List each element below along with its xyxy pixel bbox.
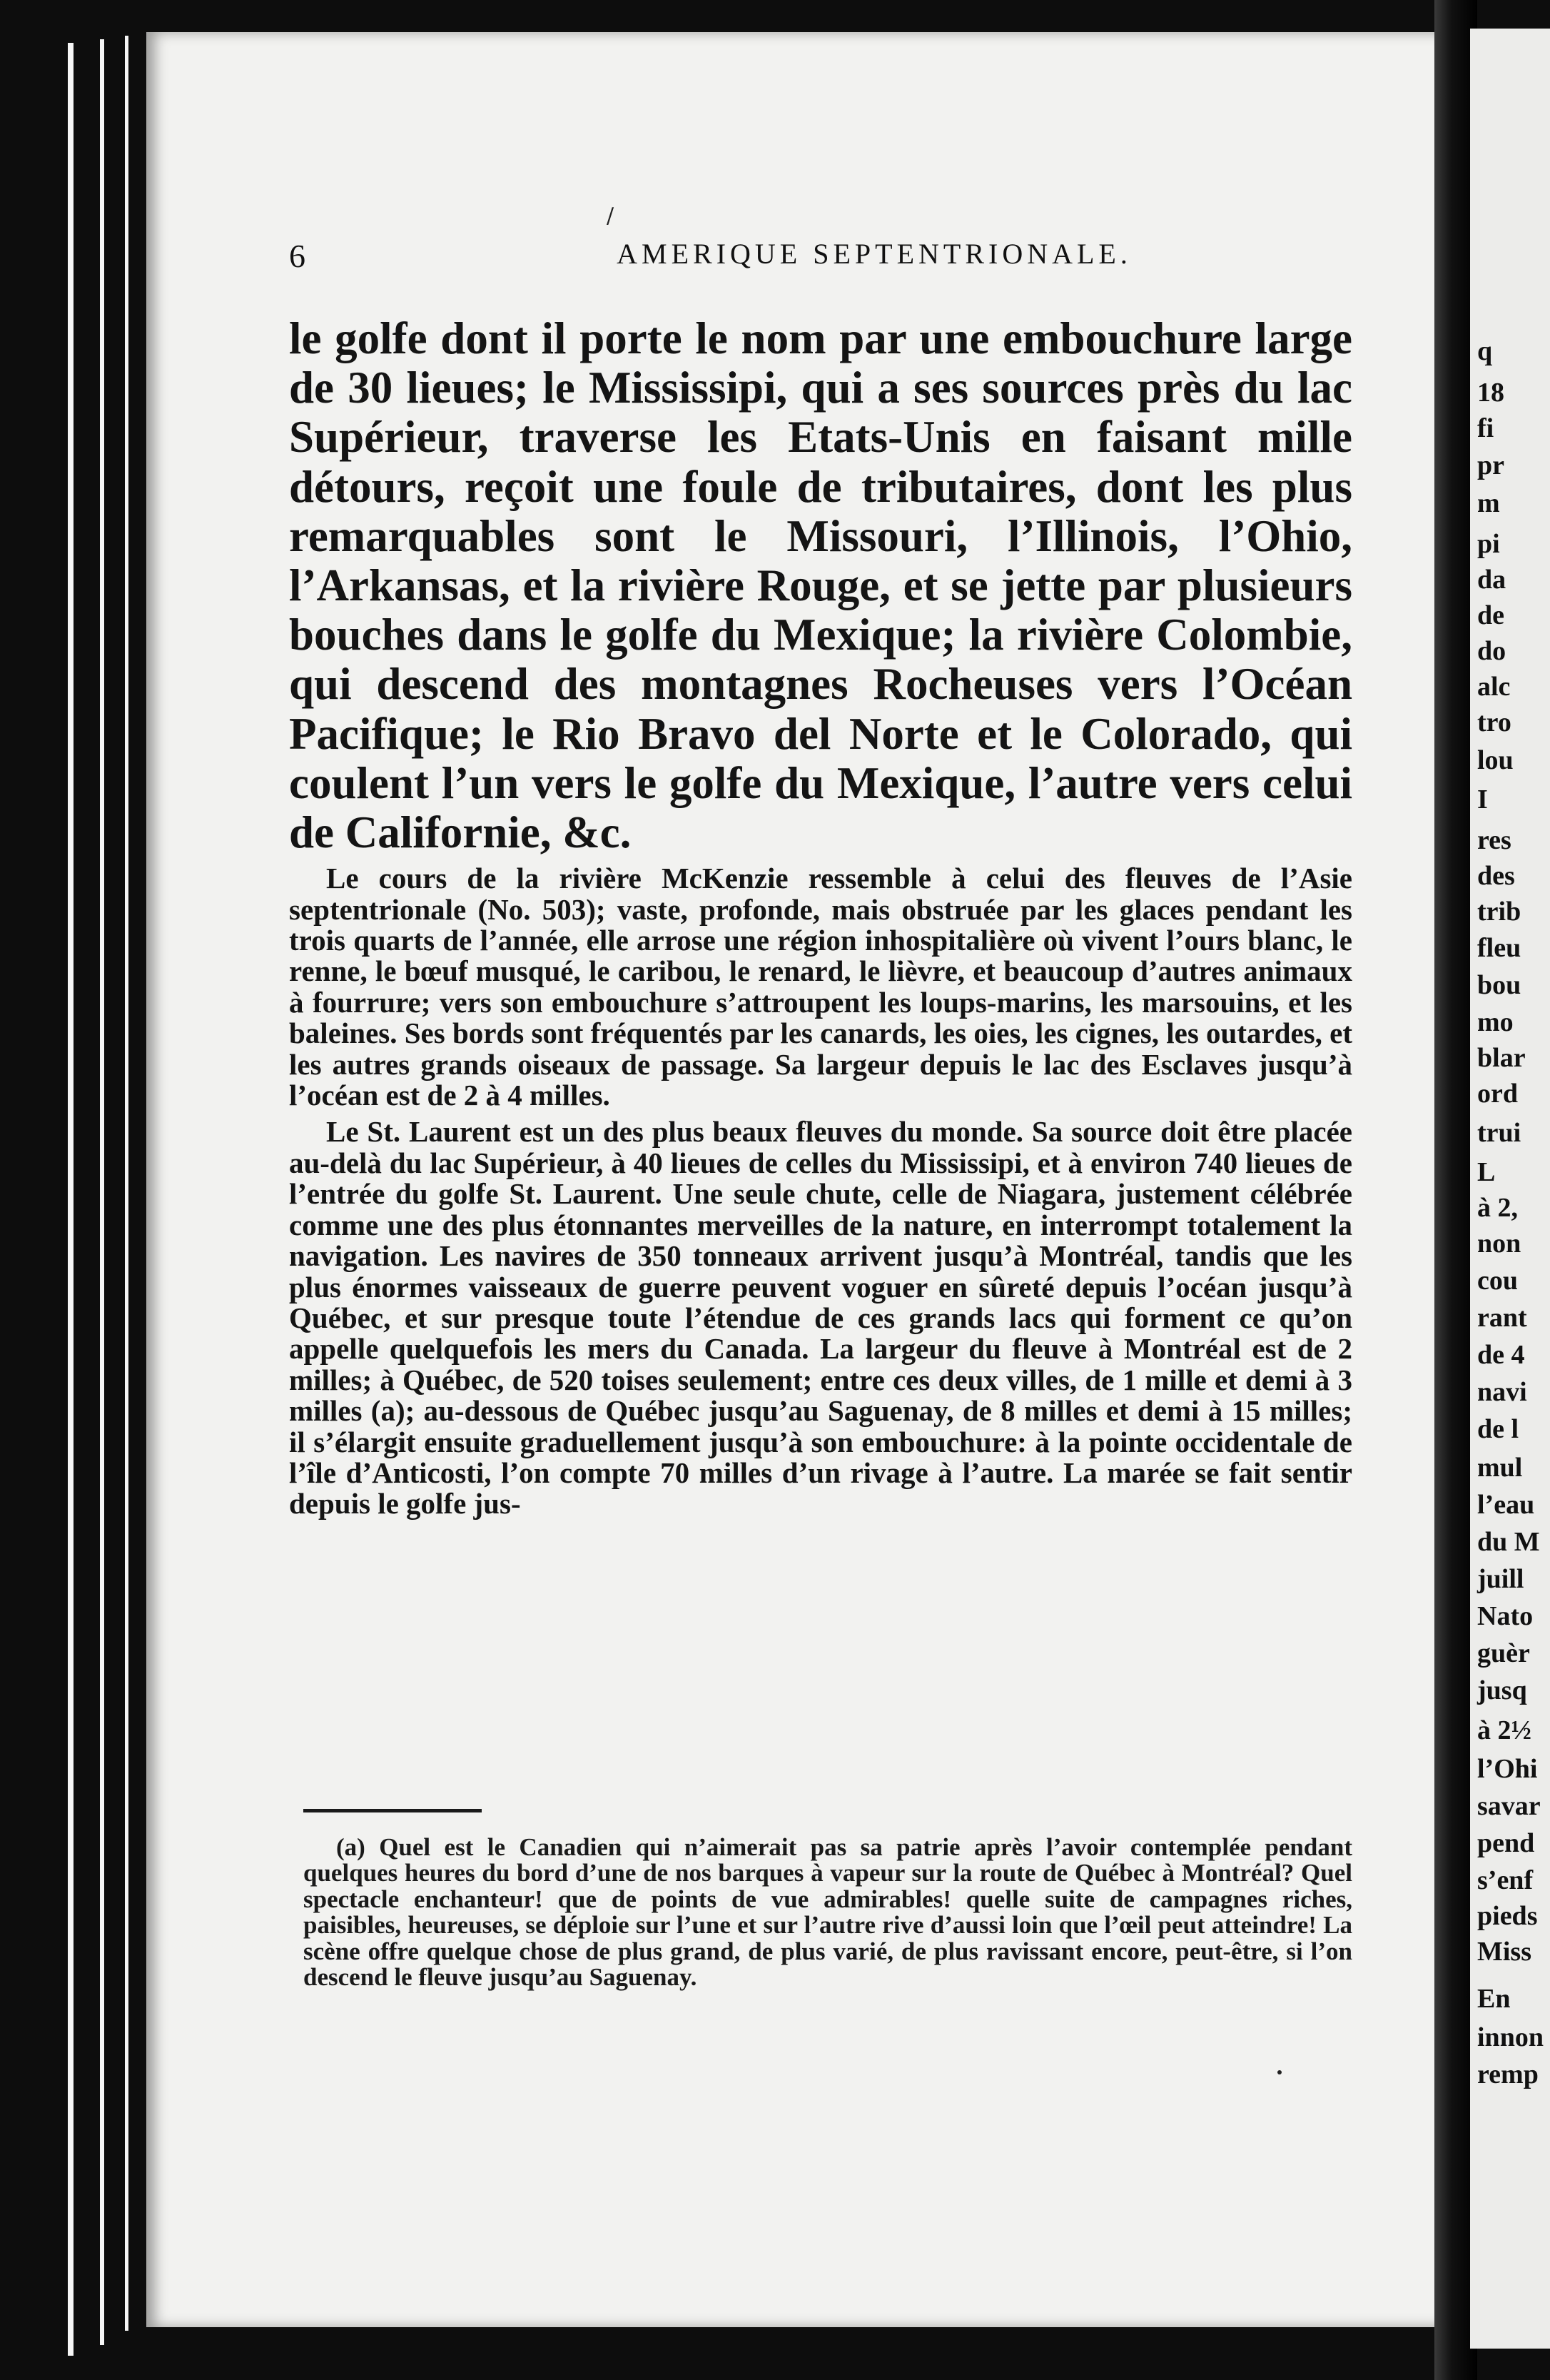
paragraph-st-laurent: Le St. Laurent est un des plus beaux fleuves du monde. Sa source doit être placée au-delà du lac Supérieur, à 40 lieues de celles du Mississipi, et à environ 740 lieues de l’entrée du golfe St. Laurent. Une seule chute, celle de Niagara, justement célébrée comme une des plus étonnantes merveilles de la nature, en interrompt totalement la navigation. Les navires de 350 tonneaux arrivent jusqu’à Montréal, tandis que les plus énormes vaisseaux de guerre peuvent voguer en sûreté depuis l’océan jusqu’à Québec, et sur presque toute l’étendue de ces grands lacs qui forment ce qu’on appelle quelquefois les mers du Canada. La largeur du fleuve à Montréal est de 2 milles; à Québec, de 520 toises seulement; entre ces deux villes, de 1 mille et demi à 3 milles (a); au-dessous de Québec jusqu’au Saguenay, de 8 milles et demi à 15 milles; il s’élargit ensuite graduellement jusqu’à son embouchure: à la pointe occidentale de l’île d’Anticosti, l’on compte 70 milles d’un rivage à l’autre. La marée se fait sentir depuis le golfe jus- (289, 1115, 1352, 1521)
facing-page-fragment: Nato (1477, 1601, 1534, 1631)
facing-page-fragment: En (1477, 1984, 1511, 2014)
facing-page-fragment: s’enf (1477, 1865, 1534, 1895)
facing-page-fragment: lou (1477, 745, 1514, 775)
facing-page-fragment: trui (1477, 1118, 1521, 1148)
facing-page-fragment: de l (1477, 1414, 1519, 1444)
facing-page-fragment: navi (1477, 1377, 1527, 1407)
facing-page-fragment: pend (1477, 1828, 1535, 1858)
facing-page-fragment: do (1477, 636, 1506, 666)
facing-page-fragment: tro (1477, 707, 1511, 737)
facing-page-fragment: ord (1477, 1079, 1518, 1109)
page-stack-edge (68, 43, 74, 2356)
facing-page-fragment: jusq (1477, 1675, 1527, 1705)
facing-page-fragment: à 2½ (1477, 1715, 1531, 1745)
facing-page-fragment: bou (1477, 970, 1521, 1000)
facing-page-fragment: I (1477, 785, 1488, 815)
footnote: (a) Quel est le Canadien qui n’aimerait pas sa patrie après l’avoir contemplée pendant quelques heures du bord d’une de nos barques à vapeur sur la route de Québec à Montréal? Quel spectacle enchanteur! que de points de vue admirables! quelle suite de campagnes riches, paisibles, heureuses, se déploie sur l’une et sur l’autre rive d’aussi loin que l’œil peut atteindre! La scène offre quelque chose de plus grand, de plus varié, de plus ravissant encore, peut-être, si l’on descend le fleuve jusqu’au Saguenay. (303, 1833, 1352, 1992)
page-number: 6 (289, 238, 305, 274)
facing-page-fragment: pieds (1477, 1901, 1538, 1931)
facing-page-fragment: mo (1477, 1007, 1514, 1037)
facing-page-fragment: fi (1477, 413, 1494, 443)
ink-speck (1277, 2070, 1282, 2074)
facing-page-fragment: res (1477, 825, 1511, 855)
facing-page (1470, 29, 1550, 2349)
facing-page-fragment: alc (1477, 672, 1511, 702)
facing-page-fragment: blar (1477, 1043, 1526, 1073)
facing-page-fragment: trib (1477, 897, 1521, 927)
facing-page-fragment: de 4 (1477, 1340, 1525, 1370)
facing-page-fragment: savar (1477, 1791, 1541, 1821)
paragraph-rivers: le golfe dont il porte le nom par une embouchure large de 30 lieues; le Mississipi, qui a ses sources près du lac Supérieur, traverse les Etats-Unis en faisant mille détours, reçoit une foule de tributaires, dont les plus remarquables sont le Missouri, l’Illinois, l’Ohio, l’Arkansas, et la rivière Rouge, et se jette par plusieurs bouches dans le golfe du Mexique; la rivière Colombie, qui descend des montagnes Rocheuses vers l’Océan Pacifique; le Rio Bravo del Norte et le Colorado, qui coulent l’un vers le golfe du Mexique, l’autre vers celui de Californie, &c. (289, 313, 1352, 858)
facing-page-fragment: m (1477, 488, 1500, 518)
facing-page-fragment: innon (1477, 2022, 1544, 2052)
body-text (289, 314, 1352, 1520)
facing-page-fragment: pi (1477, 529, 1500, 559)
paragraph-mckenzie: Le cours de la rivière McKenzie ressemble à celui des fleuves de l’Asie septentrionale (No. 503); vaste, profonde, mais obstruée par les glaces pendant les trois quarts de l’année, elle arrose une région inhospitalière où vivent l’ours blanc, le renne, le bœuf musqué, le caribou, le renard, le lièvre, et beaucoup d’autres animaux à fourrure; vers son embouchure s’attroupent les loups-marins, les marsouins, et les baleines. Ses bords sont fréquentés par les canards, les oies, les cignes, les outardes, et les autres grands oiseaux de passage. Sa largeur depuis le lac des Esclaves jusqu’à l’océan est de 2 à 4 milles. (289, 862, 1353, 1112)
stray-mark: / (607, 203, 614, 228)
facing-page-fragment: rant (1477, 1303, 1527, 1333)
facing-page-fragment: du M (1477, 1527, 1540, 1557)
facing-page-fragment: pr (1477, 450, 1504, 480)
facing-page-fragment: cou (1477, 1266, 1518, 1296)
facing-page-fragment: juill (1477, 1564, 1524, 1594)
facing-page-fragment: 18 (1477, 378, 1504, 408)
facing-page-fragment: de (1477, 600, 1504, 630)
facing-page-fragment: à 2, (1477, 1193, 1518, 1223)
facing-page-fragment: non (1477, 1229, 1521, 1259)
facing-page-fragment: da (1477, 565, 1506, 595)
facing-page-fragment: guèr (1477, 1638, 1530, 1668)
footnote-rule (303, 1809, 482, 1812)
facing-page-fragment: des (1477, 861, 1515, 891)
facing-page-fragment: l’eau (1477, 1490, 1535, 1520)
facing-page-fragment: q (1477, 336, 1493, 366)
facing-page-fragment: remp (1477, 2059, 1539, 2089)
facing-page-fragment: L (1477, 1157, 1496, 1187)
facing-page-fragment: fleu (1477, 933, 1521, 963)
facing-page-fragment: l’Ohi (1477, 1754, 1538, 1784)
page-stack-edge (125, 36, 128, 2331)
facing-page-fragment: mul (1477, 1453, 1523, 1483)
page-stack-edge (100, 39, 104, 2345)
running-title: AMERIQUE SEPTENTRIONALE. (617, 238, 1132, 270)
facing-page-fragment: Miss (1477, 1937, 1531, 1967)
